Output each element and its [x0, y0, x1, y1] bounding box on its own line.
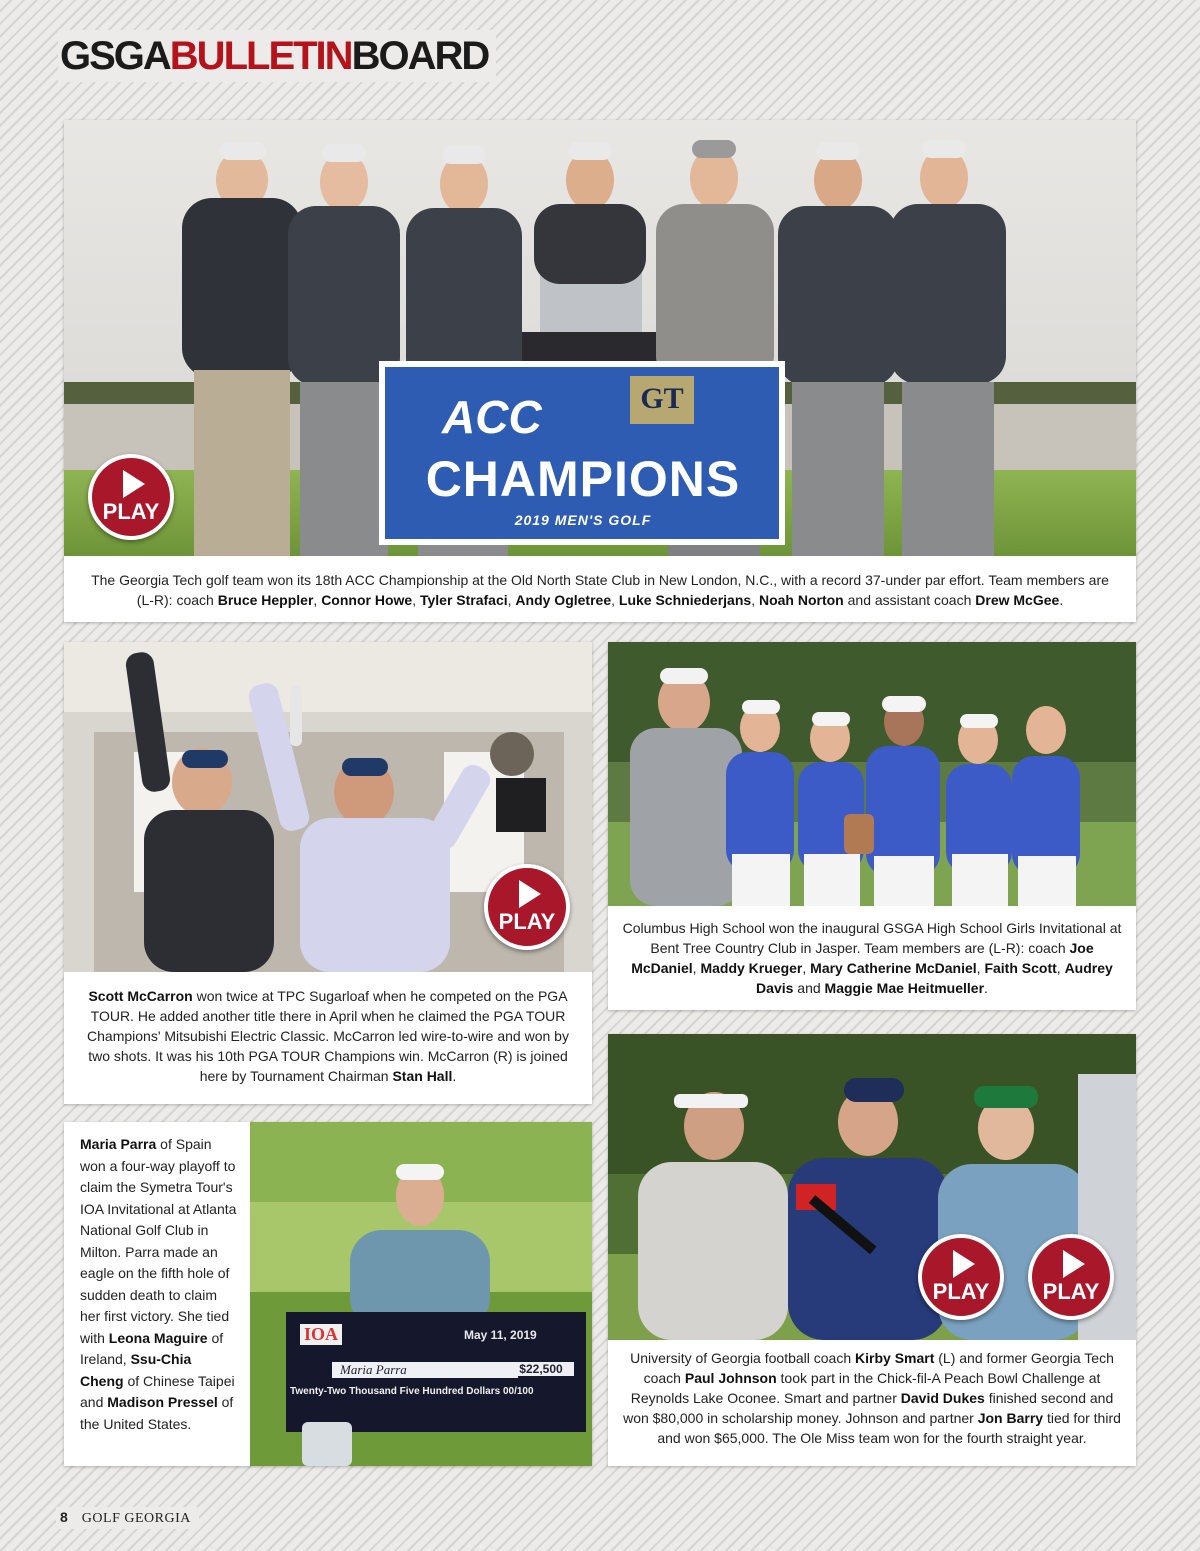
banner-subtitle: 2019 MEN'S GOLF	[514, 512, 652, 528]
parra-photo-svg	[250, 1122, 592, 1466]
columbus-card	[608, 642, 1136, 1010]
play-icon	[1063, 1250, 1085, 1278]
page-number: 8	[60, 1509, 68, 1525]
parra-caption: Maria Parra of Spain won a four-way playoff to claim the Symetra Tour's IOA Invitational at Atlanta National Golf Club in Milton. Parra made an eagle on the fifth hole of sudden death to claim her first victory. She tied with Leona Maguire of Ireland, Ssu-Chia Cheng of Chinese Taipei and Madison Pressel of the United States.	[80, 1136, 237, 1432]
play-button-gt[interactable]	[88, 454, 174, 540]
play-icon	[953, 1250, 975, 1278]
gt-team-card	[64, 120, 1136, 622]
check-payee: Maria Parra	[332, 1362, 518, 1378]
columbus-photo	[608, 642, 1136, 906]
mccarron-caption: Scott McCarron won twice at TPC Sugarloaf when he competed on the PGA TOUR. He added another title there in April when he claimed the PGA TOUR Champions' Mitsubishi Electric Classic. McCarron led wire-to-wire and won by two shots. It was his 10th PGA TOUR Champions win. McCarron (R) is joined here by Tournament Chairman Stan Hall.	[87, 988, 569, 1084]
banner-gt-logo: GT	[640, 382, 684, 415]
play-label: PLAY	[498, 909, 556, 934]
check-date: May 11, 2019	[464, 1328, 537, 1342]
uga-photo	[608, 1034, 1136, 1340]
mccarron-card	[64, 642, 592, 1104]
columbus-photo-svg	[608, 642, 1136, 906]
publication-name: GOLF GEORGIA	[81, 1511, 191, 1526]
header-board: BOARD	[351, 34, 489, 78]
play-label: PLAY	[1042, 1279, 1100, 1304]
header-gsga: GSGA	[60, 34, 170, 78]
play-button-mccarron[interactable]	[484, 864, 570, 950]
uga-caption: University of Georgia football coach Kirby Smart (L) and former Georgia Tech coach Paul Johnson took part in the Chick-fil-A Peach Bowl Challenge at Reynolds Lake Oconee. Smart and partner David Dukes finished second and won $80,000 in scholarship money. Johnson and partner Jon Barry tied for third and won $65,000. The Ole Miss team won for the fourth straight year.	[623, 1350, 1121, 1446]
play-icon	[519, 880, 541, 908]
banner-champions: CHAMPIONS	[425, 451, 741, 507]
page-header	[58, 30, 496, 82]
header-bulletin: BULLETIN	[169, 34, 352, 78]
play-label: PLAY	[932, 1279, 990, 1304]
play-button-uga-1[interactable]	[918, 1234, 1004, 1320]
check-words: Twenty-Two Thousand Five Hundred Dollars 00/100	[290, 1386, 534, 1397]
mccarron-photo	[64, 642, 592, 972]
play-button-uga-2[interactable]	[1028, 1234, 1114, 1320]
parra-card	[64, 1122, 592, 1466]
check-amount: $22,500	[508, 1362, 574, 1376]
gt-team-photo	[64, 120, 1136, 556]
uga-card	[608, 1034, 1136, 1466]
columbus-caption: Columbus High School won the inaugural GSGA High School Girls Invitational at Bent Tree Country Club in Jasper. Team members are (L-R): coach Joe McDaniel, Maddy Krueger, Mary Catherine McDaniel, Faith Scott, Audrey Davis and Maggie Mae Heitmueller.	[622, 920, 1122, 996]
check-logo: IOA	[300, 1324, 342, 1345]
play-label: PLAY	[102, 499, 160, 524]
banner-acc: ACC	[442, 391, 542, 443]
parra-photo	[250, 1122, 592, 1466]
page-footer	[56, 1507, 199, 1529]
play-icon	[123, 470, 145, 498]
gt-team-caption: The Georgia Tech golf team won its 18th ACC Championship at the Old North State Club in New London, N.C., with a record 37-under par effort. Team members are (L-R): coach Bruce Heppler, Connor Howe, Tyler Strafaci, Andy Ogletree, Luke Schniederjans, Noah Norton and assistant coach Drew McGee.	[91, 572, 1109, 608]
